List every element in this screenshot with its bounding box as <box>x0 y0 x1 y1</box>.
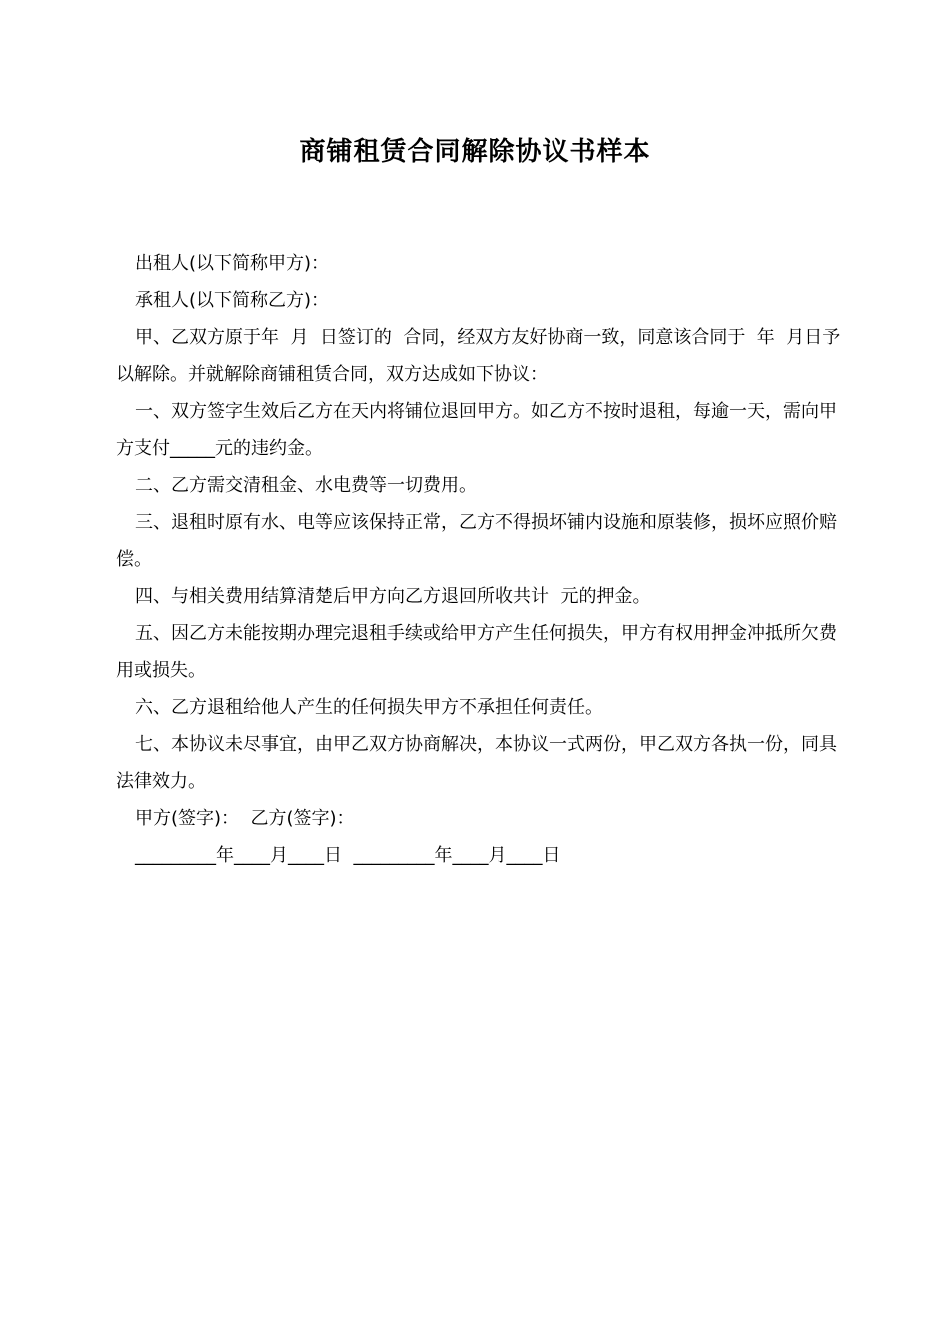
clause-2: 二、乙方需交清租金、水电费等一切费用。 <box>135 475 477 496</box>
clause-4: 四、与相关费用结算清楚后甲方向乙方退回所收共计 元的押金。 <box>135 586 651 607</box>
clause-1: 一、双方签字生效后乙方在天内将铺位退回甲方。如乙方不按时退租，每逾一天，需向甲方支付_____元的违约金。 <box>116 401 837 459</box>
clause-6: 六、乙方退租给他人产生的任何损失甲方不承担任何责任。 <box>135 697 603 718</box>
document-title: 商铺租赁合同解除协议书样本 <box>299 137 651 167</box>
paragraph-lessor: 出租人(以下简称甲方)： <box>135 253 330 274</box>
clause-7: 七、本协议未尽事宜，由甲乙双方协商解决，本协议一式两份，甲乙双方各执一份，同具法律效力。 <box>116 734 837 792</box>
paragraph-preamble: 甲、乙双方原于年 月 日签订的 合同，经双方友好协商一致，同意该合同于 年 月日予以解除。并就解除商铺租赁合同，双方达成如下协议： <box>116 327 841 385</box>
document-body <box>116 245 848 874</box>
date-line: _________年____月____日 _________年____月____日 <box>135 845 561 866</box>
paragraph-lessee: 承租人(以下简称乙方)： <box>135 290 330 311</box>
clause-5: 五、因乙方未能按期办理完退租手续或给甲方产生任何损失，甲方有权用押金冲抵所欠费用或损失。 <box>116 623 837 681</box>
signature-line: 甲方(签字)： 乙方(签字)： <box>135 808 355 829</box>
clause-3: 三、退租时原有水、电等应该保持正常，乙方不得损坏铺内设施和原装修，损坏应照价赔偿。 <box>116 512 837 570</box>
